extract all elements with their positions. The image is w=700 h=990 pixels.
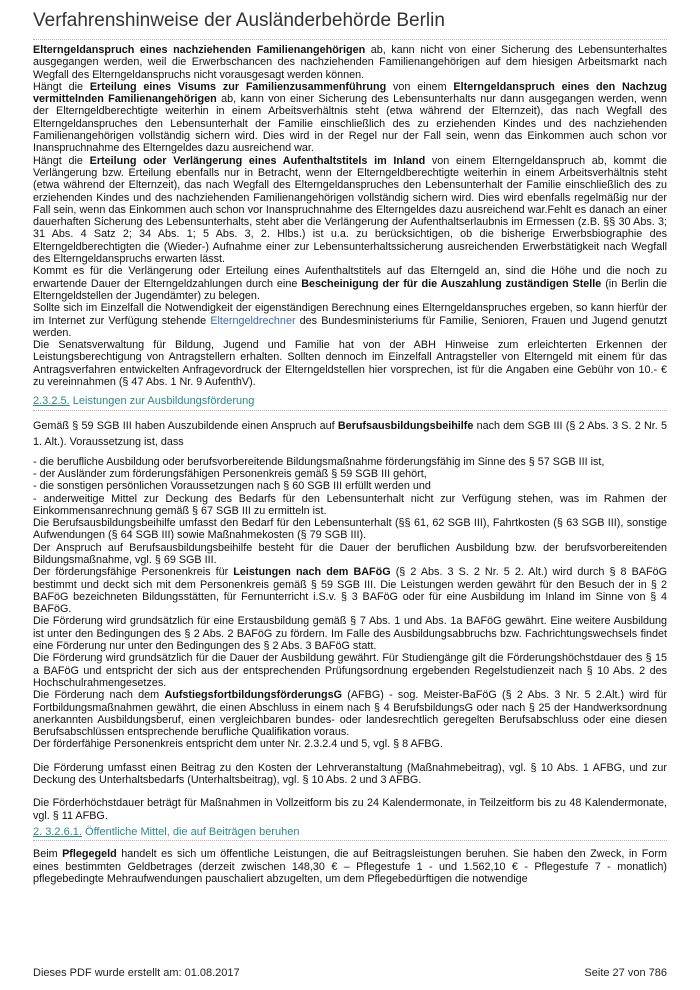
paragraph: Der förderfähige Personenkreis entspricht dem unter Nr. 2.3.2.4 und 5, vgl. § 8 AFBG. xyxy=(33,738,443,751)
text: (§ 2 Abs. 3 S. 2 Nr. 5 2. Alt.) wird durch § 8 BAFöG bestimmt und deckt sich mit dem Personenkreis gemäß § 59 SGB III. Die Leistungen werden gewährt für den Besuch der in § 2 BAFöG bezeichneten Bildungsstätten, für Fernunterricht i.S.v. § 3 BAFöG oder für eine Ausbildung im Inland im Sinne von § 4 BAFöG. xyxy=(33,566,668,616)
list-item: - die sonstigen persönlichen Voraussetzungen nach § 60 SGB III erfüllt werden und xyxy=(33,480,431,493)
section-number-link[interactable]: 2. xyxy=(33,825,43,838)
bold-text: Pflegegeld xyxy=(62,848,117,861)
paragraph xyxy=(33,81,667,155)
section-number-link[interactable]: 3.2.6.1. xyxy=(42,825,82,838)
elterngeldrechner-link[interactable]: Elterngeldrechner xyxy=(210,314,296,327)
section-heading-oeffentliche-mittel xyxy=(33,826,667,841)
footer-created-date: Dieses PDF wurde erstellt am: 01.08.2017 xyxy=(33,967,240,979)
text: von einem Elterngeldanspruch ab, kommt die Verlängerung bzw. Erteilung ebenfalls nur in Betracht, wenn der Elterngeldberechtigte weiterhin in einem Arbeitsverhältnis steht (etwa während der Elternzeit), das nach Wegfall des Elterngeldanspruches den Lebensunterhalt der Familie einschließlich des zu erziehenden Kindes und des nachziehenden Familienangehörigen vollständig sichern wird. Dies wird ebenfalls regelmäßig nur der Fall sein, wenn das Einkommen auch schon vor Inanspruchnahme des Elterngeldes dazu ausreichend war.Fehlt es danach an einer dauerhaften Sicherung des Lebensunterhalts, steht aber die Verlängerung der Aufenthaltserlaubnis im Ermessen (z.B. §§ 30 Abs. 3; 31 Abs. 4 Satz 2; 34 Abs. 1; 5 Abs. 3, 2. Hlbs.) ist u.a. zu berücksichtigen, ob die bisherige Erwerbsbiographie des Elterngeldberechtigten die (Wieder-) Aufnahme einer zur Lebensunterhaltssicherung ausreichenden Erwerbstätigkeit nach Wegfall des Elterngeldanspruchs erwarten lässt. xyxy=(33,154,668,266)
footer-page-number: Seite 27 von 786 xyxy=(584,967,667,979)
paragraph: Die Förderung umfasst einen Beitrag zu den Kosten der Lehrveranstaltung (Maßnahmebeitrag), vgl. § 10 Abs. 1 AFBG, und zur Deckung des Unterhaltsbedarfs (Unterhaltsbeitrag), vgl. § 10 Abs. 2 und 3 AFBG. xyxy=(33,761,667,787)
text: Gemäß § 59 SGB III haben Auszubildende einen Anspruch auf xyxy=(33,419,338,432)
text: des Bundesministeriums für Familie, Senioren, Frauen und Jugend genutzt werden. xyxy=(33,314,667,339)
text: Hängt die xyxy=(33,154,90,167)
text: Beim xyxy=(33,848,63,861)
text: ab, kann von einer Sicherung des Lebensunterhalts nur dann ausgegangen werden, wenn der Elterngeldberechtigte weiterhin in einem Arbeitsverhältnis steht (etwa während der Elternzeit), das nach Wegfall des Elterngeldanspruches den Lebensunterhalt der Familie einschließlich des zu erziehenden Kindes und des nachziehenden Familienangehörigen vollständig sichern wird. Dies wird in der Regel nur der Fall sein, wenn das Einkommen auch schon vor Inanspruchnahme des Elterngeldes dazu ausreichend war. xyxy=(33,93,667,155)
paragraph: Die Berufsausbildungsbeihilfe umfasst den Bedarf für den Lebensunterhalt (§§ 61, 62 SGB III), Fahrtkosten (§ 63 SGB III), sonstige Aufwendungen (§ 64 SGB III) sowie Maßnahmekosten (§ 79 SGB III). xyxy=(33,517,667,542)
bold-text: Leistungen nach dem BAFöG xyxy=(233,566,391,579)
bold-text: Bescheinigung der für die Auszahlung zuständigen Stelle xyxy=(301,277,602,290)
text: Der förderungsfähige Personenkreis für xyxy=(33,566,234,579)
text: nach dem SGB III (§ 2 Abs. 3 S. 2 Nr. 5 1. Alt.). Voraussetzung ist, dass xyxy=(33,419,668,449)
text: (in Berlin die Elterngeldstellen der Jugendämter) zu belegen. xyxy=(33,277,668,302)
list-item: - anderweitige Mittel zur Deckung des Bedarfs für den Lebensunterhalt nicht zur Verfügung stehen, was im Rahmen der Einkommensanrechnung gemäß § 67 SGB III zu ermitteln ist. xyxy=(33,492,667,517)
paragraph xyxy=(33,848,667,885)
paragraph: Die Förderung wird grundsätzlich für eine Erstausbildung gemäß § 7 Abs. 1 und Abs. 1a BAFöG gewährt. Eine weitere Ausbildung ist unter den Bedingungen des § 2 Abs. 2 BAFöG zu fördern. Im Falle des Ausbildungsabbruchs bzw. Fachrichtungswechsels findet eine Förderung nur unter den Bedingungen des § 2 Abs. 3 BAFöG statt. xyxy=(33,615,667,653)
paragraph xyxy=(33,265,667,302)
paragraph xyxy=(33,566,667,615)
bold-text: Erteilung eines Visums zur Familienzusammenführung xyxy=(89,80,387,93)
section-heading-ausbildungsfoerderung xyxy=(33,395,667,410)
bold-text: Erteilung oder Verlängerung eines Aufenthaltstitels im Inland xyxy=(89,154,426,167)
text: Die Förderung nach dem xyxy=(33,689,165,702)
text: Hängt die xyxy=(33,80,90,93)
text: ab, kann nicht von einer Sicherung des Lebensunterhaltes ausgegangen werden, weil die Erwerbschancen des nachziehenden Familienangehörigen auf dem hiesigen Arbeitsmarkt nach Wegfall des Elterngeldanspruchs nicht vorausgesagt werden können. xyxy=(33,44,667,81)
page-title: Verfahrenshinweise der Ausländerbehörde Berlin xyxy=(33,10,667,40)
paragraph xyxy=(33,302,667,339)
paragraph xyxy=(33,155,667,266)
bold-text: Elterngeldanspruch eines nachziehenden Familienangehörigen xyxy=(33,44,366,56)
paragraph: Die Förderung wird grundsätzlich für die Dauer der Ausbildung gewährt. Für Studiengänge gilt die Förderungshöchstdauer des § 15 a BAFöG und entspricht der sich aus der entsprechenden Prüfungsordnung ergebenden Regelstudienzeit nach § 10 Abs. 2 des Hochschulrahmengesetzes. xyxy=(33,652,667,689)
paragraph xyxy=(33,418,667,451)
bold-text: Berufsausbildungsbeihilfe xyxy=(337,419,474,432)
paragraph: Die Förderhöchstdauer beträgt für Maßnahmen in Vollzeitform bis zu 24 Kalendermonate, in Teilzeitform bis zu 48 Kalendermonate, vgl. § 11 AFBG. xyxy=(33,797,667,822)
text: von einem xyxy=(386,80,454,93)
text: Kommt es für die Verlängerung oder Erteilung eines Aufenthaltstitels auf das Elterngeld an, sind die Höhe und die noch zu erwartende Dauer der Elterngeldzahlungen durch eine xyxy=(33,265,667,290)
text: (AFBG) - sog. Meister-BaFöG (§ 2 Abs. 3 Nr. 5 2.Alt.) wird für Fortbildungsmaßnahmen gewährt, die einen Abschluss in einem nach § 4 BerufsbildungsG oder nach § 25 der Handwerksordnung anerkannten Ausbildungsberuf, einen vergleichbaren bundes- oder landesrechtlich geregelten Berufsabschluss oder eine diesen Berufsabschlüssen entsprechende berufliche Qualifikation voraus. xyxy=(33,689,668,739)
text: handelt es sich um öffentliche Leistungen, die auf Beitragsleistungen beruhen. Sie haben den Zweck, in Form eines bestimmten Geldbetrages (derzeit zwischen 148,30 € – Pflegestufe 1 - und 1.562,10 € - Pflegestufe 7 - monatlich) pflegebedingte Mehraufwendungen pauschaliert abzugelten, um dem Pflegebedürftigen die notwendige xyxy=(33,848,667,885)
section-number-link[interactable]: 2.3.2.5. xyxy=(33,395,70,408)
paragraph: Der Anspruch auf Berufsausbildungsbeihilfe besteht für die Dauer der beruflichen Ausbildung bzw. der berufsvorbereitenden Bildungsmaßnahme, vgl. § 69 SGB III. xyxy=(33,541,667,566)
bold-text: Elterngeldanspruch eines den Nachzug vermittelnden Familienangehörigen xyxy=(33,80,667,106)
list-item: - die berufliche Ausbildung oder berufsvorbereitende Bildungsmaßnahme förderungsfähig im Sinne des § 57 SGB III ist, xyxy=(33,455,605,468)
section-title: Leistungen zur Ausbildungsförderung xyxy=(69,395,255,408)
document-body xyxy=(33,44,667,885)
list-item: - der Ausländer zum förderungsfähigen Personenkreis gemäß § 59 SGB III gehört, xyxy=(33,467,427,480)
paragraph xyxy=(33,339,667,388)
section-title: Öffentliche Mittel, die auf Beiträgen beruhen xyxy=(81,825,300,838)
bold-text: AufstiegsfortbildungsförderungsG xyxy=(164,689,342,702)
text: Sollte sich im Einzelfall die Notwendigkeit der eigenständigen Berechnung eines Elterngeldanspruches ergeben, so kann hierfür der im Internet zur Verfügung stehende xyxy=(33,302,667,327)
text: Die Senatsverwaltung für Bildung, Jugend und Familie hat von der ABH Hinweise zum erleichterten Erkennen der Leistungsberechtigung von Antragstellern erhalten. Sollten dennoch im Einzelfall Antragsteller von Elterngeld mit einem für das Antragsverfahren entwickelten Anfragevordruck der Elterngeldstellen hier vorsprechen, ist für die Angaben eine Gebühr von 10.- € zu vereinnahmen (§ 47 Abs. 1 Nr. 9 AufenthV). xyxy=(33,339,667,389)
paragraph xyxy=(33,689,667,738)
paragraph xyxy=(33,44,667,81)
